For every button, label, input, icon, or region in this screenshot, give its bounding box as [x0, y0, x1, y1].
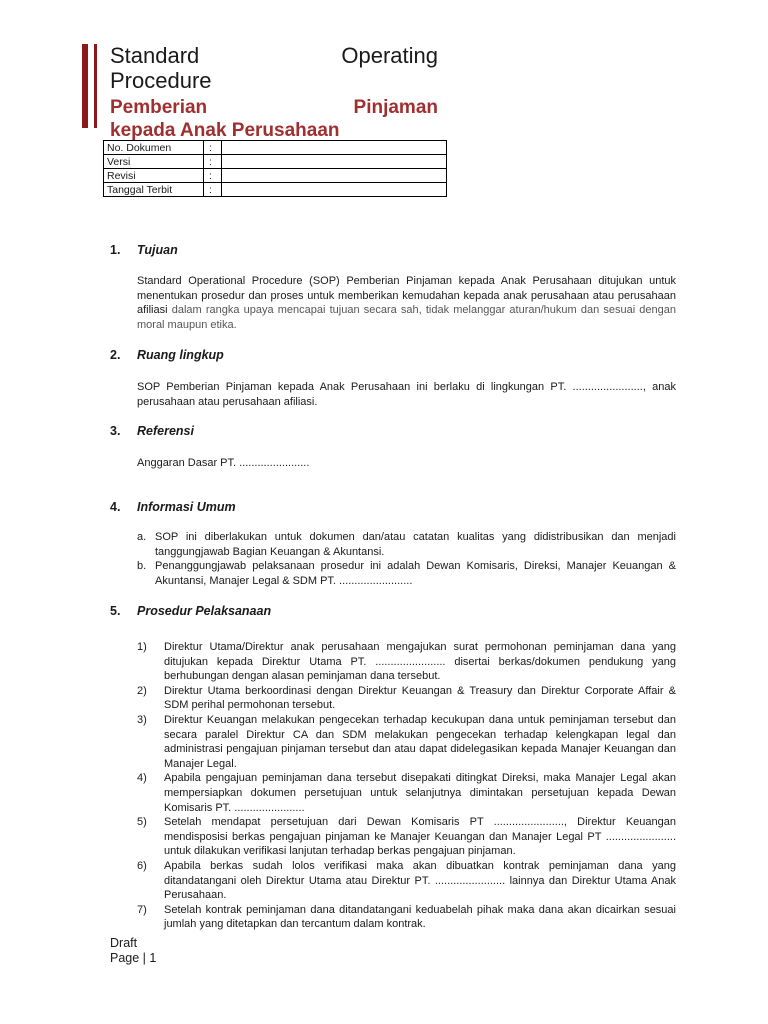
- list-item: [137, 859, 676, 903]
- footer-status: Draft: [110, 936, 138, 950]
- informasi-umum-list: [137, 530, 676, 588]
- list-item-label: a.: [137, 531, 147, 543]
- prosedur-list: [137, 640, 676, 932]
- list-item-text: Penanggungjawab pelaksanaan prosedur ini adalah Dewan Komisaris, Direksi, Manajer Keuangan & Akuntansi, Manajer Legal & SDM PT. ........................: [155, 560, 676, 587]
- list-item: [137, 771, 676, 815]
- section-number: 5.: [110, 604, 121, 618]
- document-title: [110, 43, 438, 142]
- meta-value: [222, 183, 447, 197]
- section-title: Prosedur Pelaksanaan: [137, 604, 272, 618]
- list-item-text: Direktur Utama/Direktur anak perusahaan mengajukan surat permohonan peminjaman dana yang ditujukan kepada Direktur Utama PT. ....................... disertai berkas/dokumen pendukung yang berhubungan dengan alasan peminjaman dana tersebut.: [164, 641, 676, 683]
- section-heading-referensi: [110, 424, 676, 438]
- list-item: [137, 903, 676, 932]
- section-heading-prosedur-pelaksanaan: [110, 604, 676, 618]
- meta-sep: :: [204, 141, 222, 155]
- meta-row-no-dokumen: [104, 141, 447, 155]
- list-item-label: 7): [137, 903, 147, 916]
- list-item-label: 4): [137, 772, 147, 785]
- page-footer: [110, 936, 156, 966]
- list-item-label: b.: [137, 560, 147, 573]
- tujuan-text-b: dalam rangka upaya mencapai tujuan secara sah, tidak melanggar aturan/hukum dan sesuai dengan moral maupun etika.: [137, 304, 677, 331]
- list-item: [137, 530, 676, 559]
- section-heading-tujuan: [110, 243, 676, 257]
- meta-row-revisi: [104, 169, 447, 183]
- list-item-label: 5): [137, 816, 147, 829]
- list-item-text: Apabila pengajuan peminjaman dana tersebut disepakati ditingkat Direksi, maka Manajer Legal akan mempersiapkan dokumen persetujuan untuk selanjutnya dimintakan persetujuan kepada Dewan Komisaris PT. .......................: [164, 772, 676, 814]
- list-item: [137, 559, 676, 588]
- list-item-label: 6): [137, 859, 147, 872]
- subtitle-line-2: kepada Anak Perusahaan: [110, 120, 340, 141]
- meta-row-versi: [104, 155, 447, 169]
- section-number: 2.: [110, 348, 121, 362]
- list-item-text: SOP ini diberlakukan untuk dokumen dan/atau catatan kualitas yang didistribusikan dan menjadi tanggungjawab Bagian Keuangan & Akuntansi.: [155, 531, 676, 558]
- meta-label: Tanggal Terbit: [104, 183, 204, 197]
- tujuan-text-a: Standard Operational Procedure (SOP) Pemberian Pinjaman kepada Anak Perusahaan ditujukan untuk menentukan prosedur dan proses untuk memberikan kemudahan kepada anak perusahaan atau perusahaan afiliasi: [137, 275, 676, 317]
- section-number: 1.: [110, 243, 121, 257]
- footer-page-number: Page | 1: [110, 951, 157, 965]
- meta-sep: :: [204, 155, 222, 169]
- subtitle-line-1: Pemberian Pinjaman: [110, 97, 438, 118]
- section-title: Informasi Umum: [137, 500, 236, 514]
- list-item: [137, 713, 676, 771]
- title-accent-bar-thin: [94, 44, 97, 128]
- section-title: Tujuan: [137, 243, 178, 257]
- list-item-label: 3): [137, 713, 147, 726]
- section-number: 3.: [110, 424, 121, 438]
- section-body-tujuan: [137, 274, 676, 332]
- meta-value: [222, 169, 447, 183]
- section-body-referensi: Anggaran Dasar PT. .......................: [137, 457, 310, 469]
- section-title: Ruang lingkup: [137, 348, 224, 362]
- list-item: [137, 684, 676, 713]
- section-heading-informasi-umum: [110, 500, 676, 514]
- list-item: [137, 640, 676, 684]
- title-line-1: Standard Operating: [110, 43, 438, 68]
- list-item-text: Setelah mendapat persetujuan dari Dewan Komisaris PT ......................., Direktur Keuangan mendisposisi berkas pengajuan pinjaman ke Manajer Keuangan dan Manajer Legal PT ....................... untuk dilakukan verifikasi lanjutan terhadap berkas pengajuan pinjaman.: [164, 816, 676, 858]
- section-title: Referensi: [137, 424, 194, 438]
- title-line-2: Procedure: [110, 68, 212, 93]
- meta-label: Versi: [104, 155, 204, 169]
- list-item-text: Direktur Utama berkoordinasi dengan Direktur Keuangan & Treasury dan Direktur Corporate Affair & SDM perihal permohonan tersebut.: [164, 684, 676, 712]
- section-heading-ruang-lingkup: [110, 348, 676, 362]
- meta-label: No. Dokumen: [104, 141, 204, 155]
- list-item-text: Setelah kontrak peminjaman dana ditandatangani keduabelah pihak maka dana akan dicairkan sesuai jumlah yang ditetapkan dan tercantum dalam kontrak.: [164, 903, 676, 931]
- list-item-text: Apabila berkas sudah lolos verifikasi maka akan dibuatkan kontrak peminjaman dana yang ditandatangani oleh Direktur Utama atau Direktur PT. ....................... lainnya dan Direktur Utama Anak Perusahaan.: [164, 859, 676, 902]
- meta-row-tanggal-terbit: [104, 183, 447, 197]
- section-number: 4.: [110, 500, 121, 514]
- title-accent-bar: [82, 44, 88, 128]
- meta-value: [222, 155, 447, 169]
- list-item-text: Direktur Keuangan melakukan pengecekan terhadap kecukupan dana untuk peminjaman tersebut dan secara paralel Direktur CA dan SDM melakukan pengecekan terhadap kelengkapan legal dan administrasi pengajuan pinjaman tersebut dan atau dapat didelegasikan kepada Manajer Keuangan dan Manajer Legal.: [164, 713, 676, 770]
- section-body-ruang-lingkup: SOP Pemberian Pinjaman kepada Anak Perusahaan ini berlaku di lingkungan PT. ......................., anak perusahaan atau perusahaan afiliasi.: [137, 381, 676, 408]
- meta-value: [222, 141, 447, 155]
- meta-label: Revisi: [104, 169, 204, 183]
- document-meta-table: [103, 140, 447, 197]
- list-item-label: 2): [137, 684, 147, 697]
- list-item: [137, 815, 676, 859]
- meta-sep: :: [204, 169, 222, 183]
- list-item-label: 1): [137, 641, 147, 653]
- meta-sep: :: [204, 183, 222, 197]
